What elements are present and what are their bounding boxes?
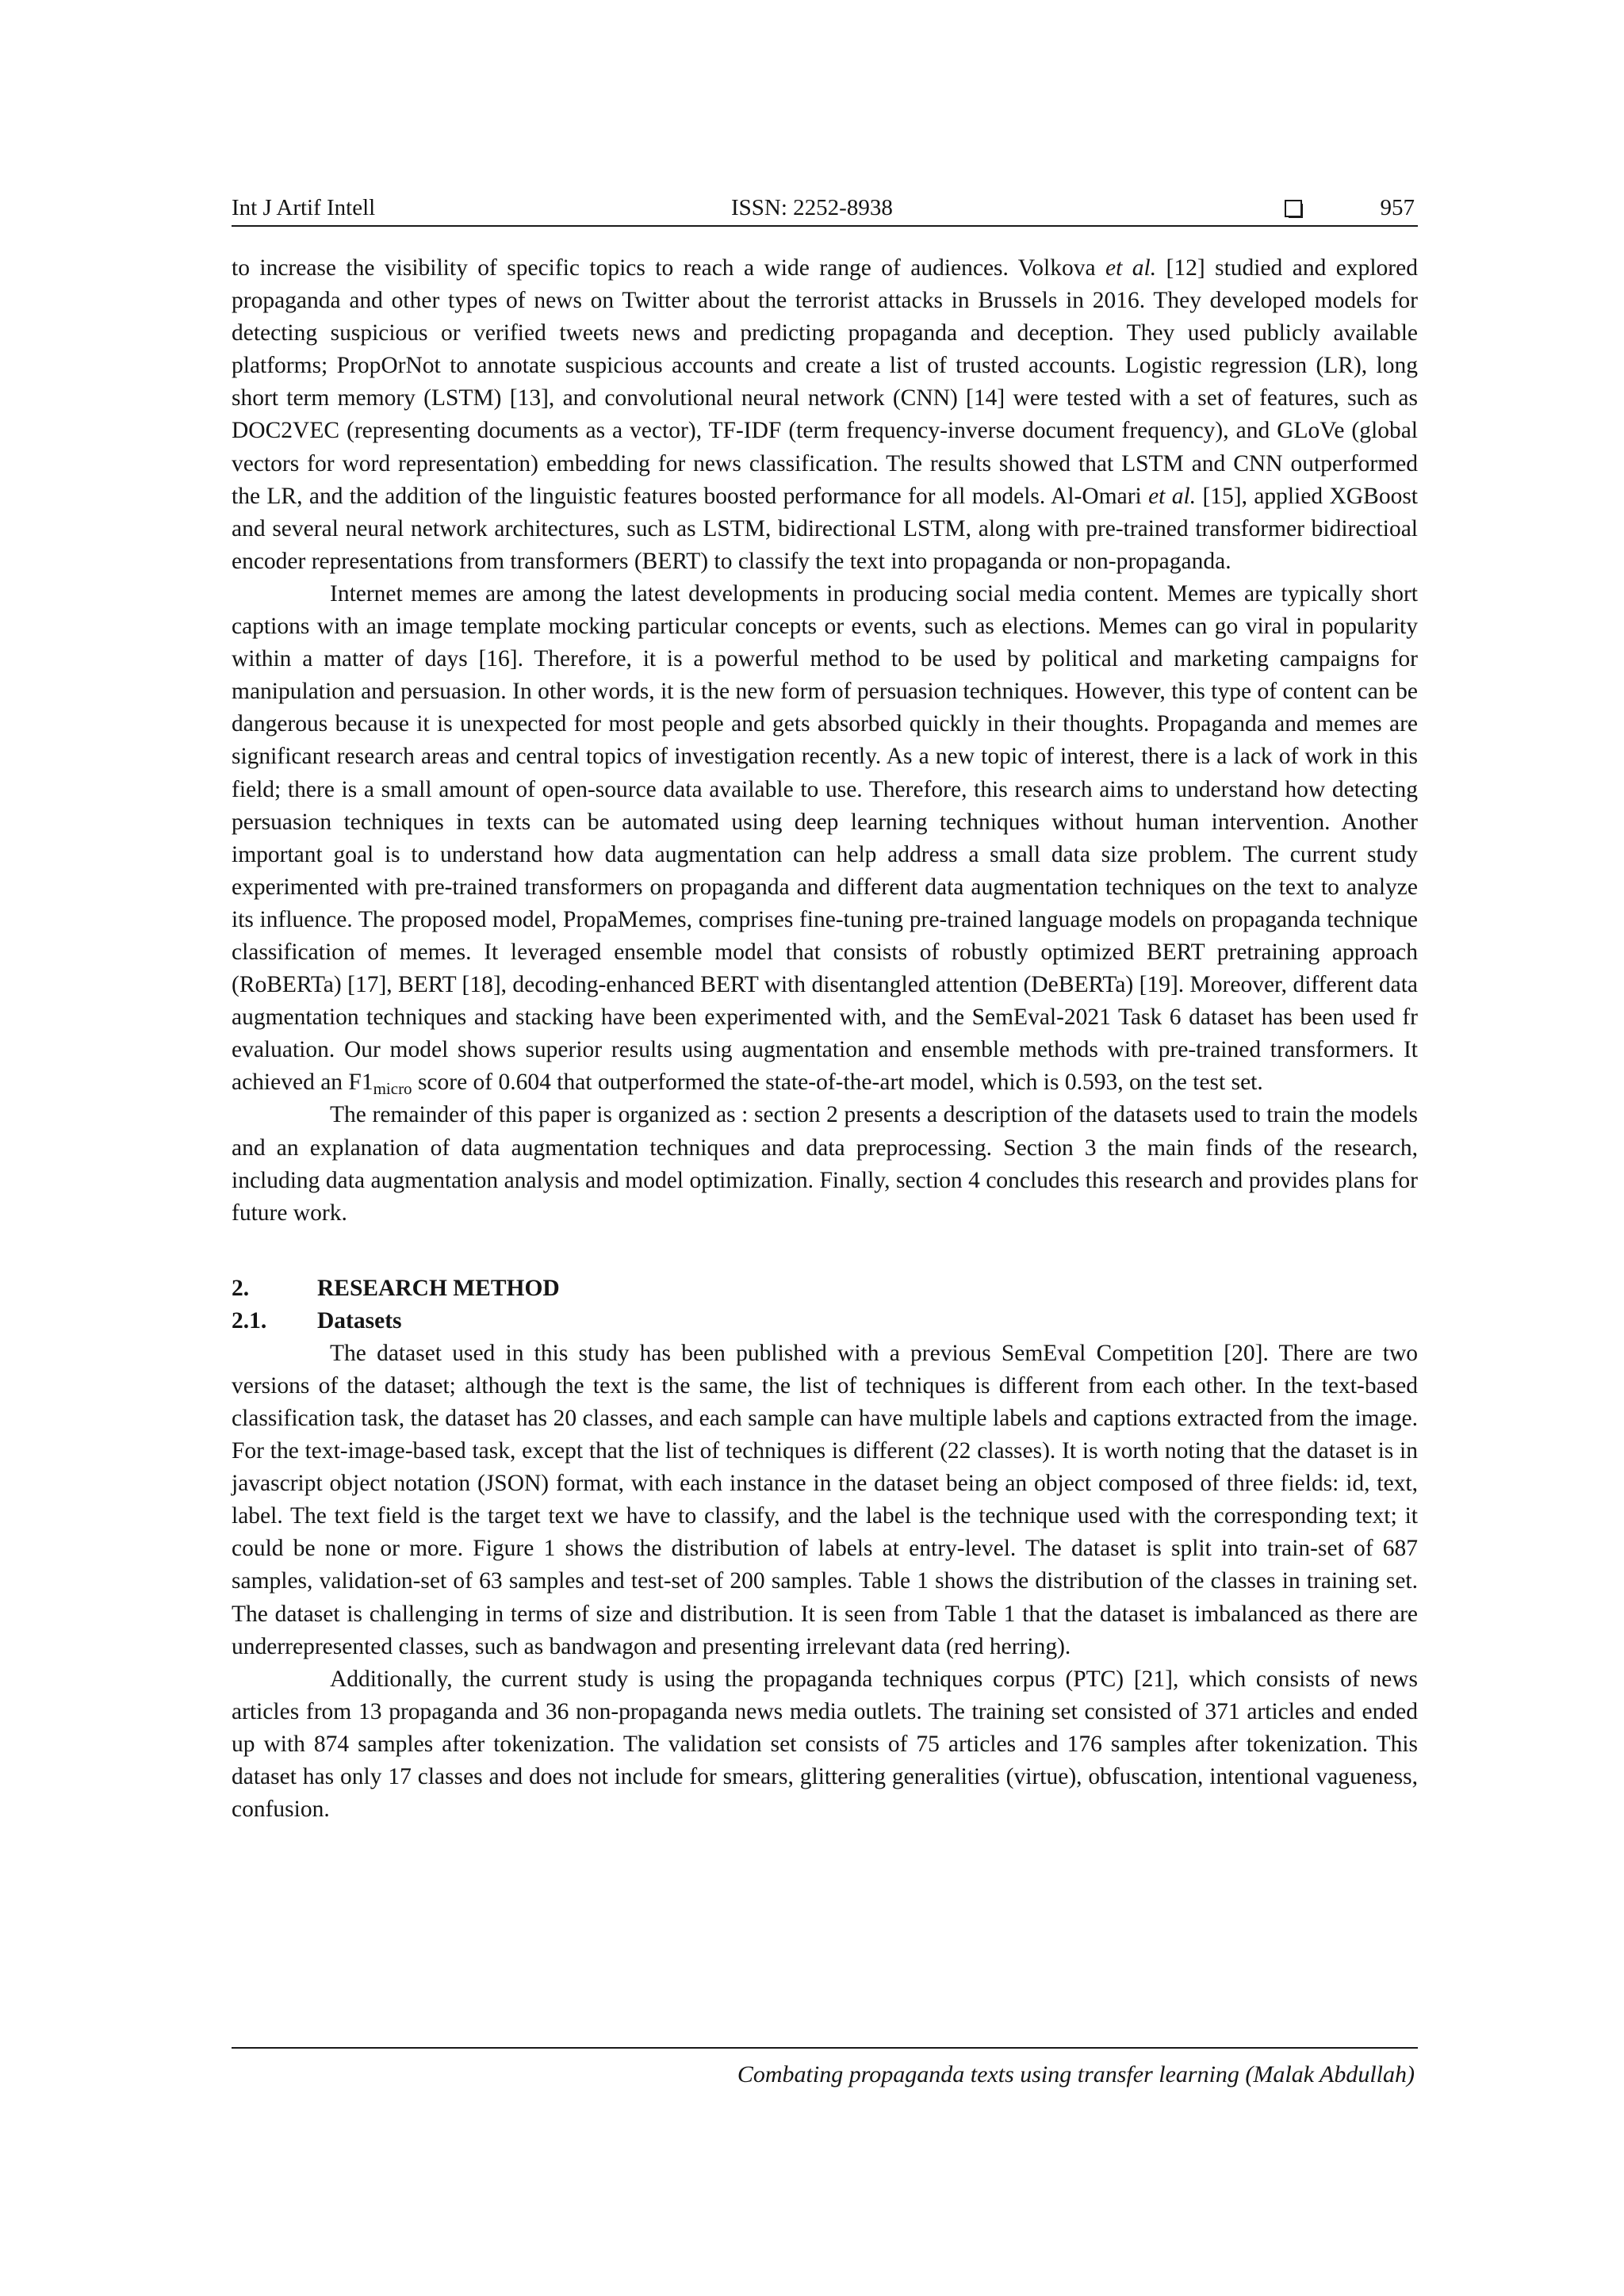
paragraph-1-text-b: [12] studied and explored propaganda and other types of news on Twitter about the terrorist attacks in Brussels in 2016. They developed models for detecting suspicious or verified tweets news and predicting propaganda and deception. They used publicly available platforms; PropOrNot to annotate suspicious accounts and create a list of trusted accounts. Logistic regression (LR), long short term memory (LSTM) [13], and convolutional neural network (CNN) [14] were tested with a set of features, such as DOC2VEC (representing documents as a vector), TF-IDF (term frequency-inverse document frequency), and GLoVe (global vectors for word representation) embedding for news classification. The results showed that LSTM and CNN outperformed the LR, and the addition of the linguistic features boosted performance for all models. Al-Omari [232,255,1418,509]
paragraph-4: The dataset used in this study has been published with a previous SemEval Competition [20]. There are two versions of the dataset; although the text is the same, the list of techniques is different from each other. In the text-based classification task, the dataset has 20 classes, and each sample can have multiple labels and captions extracted from the image. For the text-image-based task, except that the list of techniques is different (22 classes). It is worth noting that the dataset is in javascript object notation (JSON) format, with each instance in the dataset being an object composed of three fields: id, text, label. The text field is the target text we have to classify, and the label is the technique used with the corresponding text; it could be none or more. Figure 1 shows the distribution of labels at entry-level. The dataset is split into train-set of 687 samples, validation-set of 63 samples and test-set of 200 samples. Table 1 shows the distribution of the classes in training set. The dataset is challenging in terms of size and distribution. It is seen from Table 1 that the dataset is imbalanced as there are underrepresented classes, such as bandwagon and presenting irrelevant data (red herring). [232,1340,1418,1659]
paragraph-1-etal-b: et al. [1148,483,1197,509]
running-footer [232,2047,1418,2087]
paragraph-1-etal-a: et al. [1105,255,1157,281]
paragraph-1-text-a: to increase the visibility of specific topics to reach a wide range of audiences. Volkova [232,255,1106,281]
running-header [232,190,1418,227]
section-number: 2. [232,1275,250,1301]
section-heading [232,1272,1418,1305]
paragraph-2-text-b: score of 0.604 that outperformed the state-of-the-art model, which is 0.593, on the test set. [412,1070,1263,1096]
body-text [232,252,1418,1826]
paragraph-2 [232,578,1418,1100]
subsection-heading [232,1305,1418,1337]
paragraph-1-text-c: [15], applied XGBoost and several neural network architectures, such as LSTM, bidirectional LSTM, along with pre-trained transformer bidirectioal encoder representations from transformers (BERT) to classify the text into propaganda or non-propaganda. [232,483,1418,574]
journal-name: Int J Artif Intell [232,195,376,220]
paragraph-2-text-a: Internet memes are among the latest developments in producing social media content. Memes are typically short captions with an image template mocking particular concepts or events, such as elections. Memes can go viral in popularity within a matter of days [16]. Therefore, it is a powerful method to be used by political and marketing campaigns for manipulation and persuasion. In other words, it is the new form of persuasion techniques. However, this type of content can be dangerous because it is unexpected for most people and gets absorbed quickly in their thoughts. Propaganda and memes are significant research areas and central topics of investigation recently. As a new topic of interest, there is a lack of work in this field; there is a small amount of open-source data available to use. Therefore, this research aims to understand how detecting persuasion techniques in texts can be automated using deep learning techniques without human intervention. Another important goal is to understand how data augmentation can help address a small data size problem. The current study experimented with pre-trained transformers on propaganda and different data augmentation techniques on the text to analyze its influence. The proposed model, PropaMemes, comprises fine-tuning pre-trained language models on propaganda technique classification of memes. It leveraged ensemble model that consists of robustly optimized BERT pretraining approach (RoBERTa) [17], BERT [18], decoding-enhanced BERT with disentangled attention (DeBERTa) [19]. Moreover, different data augmentation techniques and stacking have been experimented with, and the SemEval-2021 Task 6 dataset has been used fr evaluation. Our model shows superior results using augmentation and ensemble methods with pre-trained transformers. It achieved an F1 [232,580,1418,1096]
paragraph-5: Additionally, the current study is using the propaganda techniques corpus (PTC) [21], which consists of news articles from 13 propaganda and 36 non-propaganda news media outlets. The training set consisted of 371 articles and ended up with 874 samples after tokenization. The validation set consists of 75 articles and 176 samples after tokenization. This dataset has only 17 classes and does not include for smears, glittering generalities (virtue), obfuscation, intentional vagueness, confusion. [232,1666,1418,1823]
footer-title: Combating propaganda texts using transfer learning (Malak Abdullah) [737,2061,1415,2087]
section-title: RESEARCH METHOD [317,1275,560,1301]
page-number: 957 [1380,195,1415,220]
issn: ISSN: 2252-8938 [731,195,893,220]
subsection-number: 2.1. [232,1307,267,1334]
subsection-title: Datasets [317,1307,402,1334]
checkbox-icon [1285,200,1302,217]
paragraph-2-subscript: micro [373,1079,412,1099]
paragraph-1 [232,252,1418,578]
paragraph-3: The remainder of this paper is organized as : section 2 presents a description of the datasets used to train the models and an explanation of data augmentation techniques and data preprocessing. Section 3 the main finds of the research, including data augmentation analysis and model optimization. Finally, section 4 concludes this research and provides plans for future work. [232,1102,1418,1226]
